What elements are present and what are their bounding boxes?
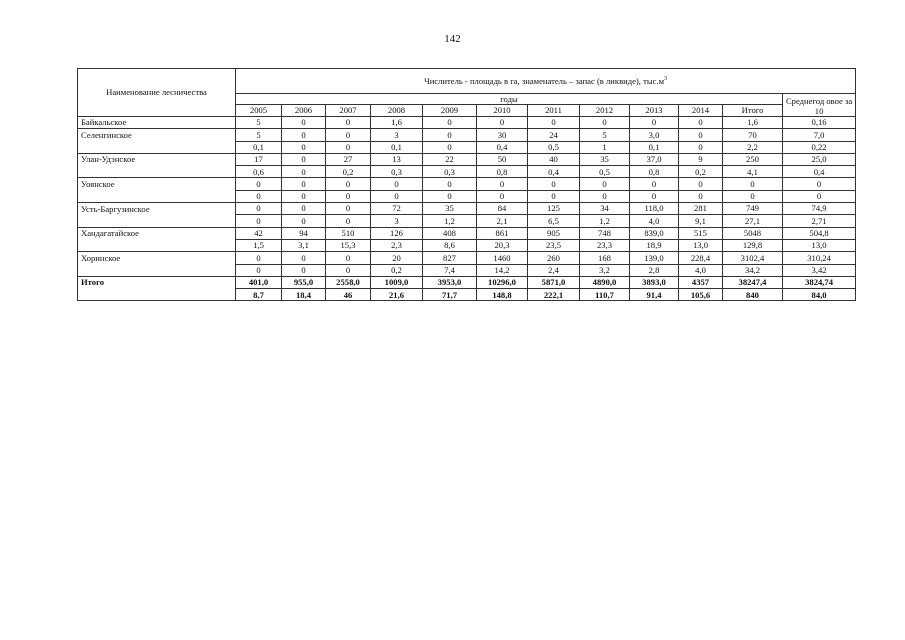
area-value-cell: 35 <box>580 153 630 165</box>
area-value-cell: 0 <box>528 178 580 190</box>
area-value-cell: 3 <box>371 129 423 141</box>
stock-value-cell: 0 <box>282 190 326 202</box>
stock-value-cell: 0,1 <box>236 141 282 153</box>
table-row <box>78 276 856 288</box>
year-header-cell: 2006 <box>282 105 326 117</box>
stock-value-cell: 2,8 <box>630 264 679 276</box>
name-column-header: Наименование лесничества <box>78 69 236 117</box>
area-value-cell: 0 <box>326 178 371 190</box>
stock-value-cell: 0 <box>423 141 477 153</box>
stock-value-cell: 110,7 <box>580 289 630 301</box>
table-row <box>78 203 856 215</box>
stock-value-cell: 46 <box>326 289 371 301</box>
forestry-name-cell <box>78 190 236 202</box>
area-value-cell: 168 <box>580 252 630 264</box>
area-value-cell: 0 <box>282 178 326 190</box>
table-row <box>78 289 856 301</box>
stock-value-cell: 0,2 <box>371 264 423 276</box>
area-value-cell: 5871,0 <box>528 276 580 288</box>
table-row <box>78 252 856 264</box>
stock-value-cell: 0 <box>282 141 326 153</box>
table-row <box>78 141 856 153</box>
forestry-name-cell <box>78 215 236 227</box>
forestry-name-cell <box>78 141 236 153</box>
table-row <box>78 166 856 178</box>
stock-value-cell: 3,42 <box>783 264 856 276</box>
stock-value-cell: 91,4 <box>630 289 679 301</box>
area-value-cell: 94 <box>282 227 326 239</box>
stock-value-cell: 2,71 <box>783 215 856 227</box>
stock-value-cell: 0 <box>236 215 282 227</box>
year-header-cell: 2012 <box>580 105 630 117</box>
area-value-cell: 748 <box>580 227 630 239</box>
area-value-cell: 37,0 <box>630 153 679 165</box>
stock-value-cell: 0,5 <box>580 166 630 178</box>
area-value-cell: 38247,4 <box>723 276 783 288</box>
area-value-cell: 0 <box>679 129 723 141</box>
forestry-name-cell: Хандагатайское <box>78 227 236 239</box>
area-value-cell: 0 <box>423 129 477 141</box>
area-value-cell: 0 <box>630 178 679 190</box>
year-header-cell: 2013 <box>630 105 679 117</box>
stock-value-cell: 0 <box>236 190 282 202</box>
forestry-name-cell <box>78 264 236 276</box>
area-value-cell: 24 <box>528 129 580 141</box>
stock-value-cell: 21,6 <box>371 289 423 301</box>
area-value-cell: 0 <box>282 129 326 141</box>
area-value-cell: 70 <box>723 129 783 141</box>
area-value-cell: 22 <box>423 153 477 165</box>
stock-value-cell: 34,2 <box>723 264 783 276</box>
area-value-cell: 0 <box>236 178 282 190</box>
stock-value-cell: 0 <box>423 190 477 202</box>
table-row <box>78 153 856 165</box>
area-value-cell: 2558,0 <box>326 276 371 288</box>
stock-value-cell: 3,2 <box>580 264 630 276</box>
stock-value-cell: 1 <box>580 141 630 153</box>
forestry-name-cell: Улан-Удэнское <box>78 153 236 165</box>
stock-value-cell: 0 <box>580 190 630 202</box>
area-value-cell: 0 <box>630 117 679 129</box>
area-value-cell: 0 <box>423 117 477 129</box>
stock-value-cell: 105,6 <box>679 289 723 301</box>
caption-superscript: 3 <box>664 76 668 83</box>
area-value-cell: 0 <box>326 129 371 141</box>
stock-value-cell: 0,1 <box>371 141 423 153</box>
area-value-cell: 0 <box>679 178 723 190</box>
area-value-cell: 5 <box>236 117 282 129</box>
stock-value-cell: 0 <box>679 190 723 202</box>
stock-value-cell: 0,4 <box>783 166 856 178</box>
area-value-cell: 0 <box>477 117 528 129</box>
area-value-cell: 260 <box>528 252 580 264</box>
area-value-cell: 3953,0 <box>423 276 477 288</box>
stock-value-cell: 2,2 <box>723 141 783 153</box>
stock-value-cell: 0,22 <box>783 141 856 153</box>
stock-value-cell: 4,0 <box>630 215 679 227</box>
area-value-cell: 1,6 <box>371 117 423 129</box>
stock-value-cell: 0,5 <box>528 141 580 153</box>
area-value-cell: 5 <box>236 129 282 141</box>
forestry-name-cell: Итого <box>78 276 236 288</box>
stock-value-cell: 6,5 <box>528 215 580 227</box>
table-row <box>78 239 856 251</box>
year-header-cell: 2008 <box>371 105 423 117</box>
table-row <box>78 129 856 141</box>
area-value-cell: 250 <box>723 153 783 165</box>
area-value-cell: 0 <box>282 203 326 215</box>
stock-value-cell: 1,5 <box>236 239 282 251</box>
stock-value-cell: 2,4 <box>528 264 580 276</box>
area-value-cell: 126 <box>371 227 423 239</box>
area-value-cell: 749 <box>723 203 783 215</box>
stock-value-cell: 23,5 <box>528 239 580 251</box>
area-value-cell: 0 <box>371 178 423 190</box>
average-column-header: Среднегод овое за 10 <box>783 94 856 117</box>
stock-value-cell: 0 <box>528 190 580 202</box>
stock-value-cell: 23,3 <box>580 239 630 251</box>
year-header-cell: Итого <box>723 105 783 117</box>
table-body <box>78 117 856 301</box>
area-value-cell: 17 <box>236 153 282 165</box>
stock-value-cell: 14,2 <box>477 264 528 276</box>
area-value-cell: 35 <box>423 203 477 215</box>
table-row <box>78 215 856 227</box>
forestry-name-cell <box>78 166 236 178</box>
stock-value-cell: 0,3 <box>423 166 477 178</box>
year-header-cell: 2011 <box>528 105 580 117</box>
stock-value-cell: 84,0 <box>783 289 856 301</box>
table-row <box>78 178 856 190</box>
stock-value-cell: 0,2 <box>679 166 723 178</box>
area-value-cell: 34 <box>580 203 630 215</box>
table-row <box>78 190 856 202</box>
stock-value-cell: 13,0 <box>783 239 856 251</box>
stock-value-cell: 0 <box>783 190 856 202</box>
stock-value-cell: 2,1 <box>477 215 528 227</box>
area-value-cell: 118,0 <box>630 203 679 215</box>
area-value-cell: 827 <box>423 252 477 264</box>
stock-value-cell: 27,1 <box>723 215 783 227</box>
area-value-cell: 0 <box>528 117 580 129</box>
area-value-cell: 310,24 <box>783 252 856 264</box>
year-header-cell: 2005 <box>236 105 282 117</box>
stock-value-cell: 0,2 <box>326 166 371 178</box>
area-value-cell: 3,0 <box>630 129 679 141</box>
stock-value-cell: 7,4 <box>423 264 477 276</box>
area-value-cell: 5 <box>580 129 630 141</box>
stock-value-cell: 0 <box>723 190 783 202</box>
area-value-cell: 0,16 <box>783 117 856 129</box>
stock-value-cell: 0 <box>236 264 282 276</box>
area-value-cell: 5048 <box>723 227 783 239</box>
area-value-cell: 0 <box>580 117 630 129</box>
stock-value-cell: 0,4 <box>528 166 580 178</box>
area-value-cell: 40 <box>528 153 580 165</box>
table-row <box>78 264 856 276</box>
area-value-cell: 1009,0 <box>371 276 423 288</box>
stock-value-cell: 129,8 <box>723 239 783 251</box>
stock-value-cell: 0,1 <box>630 141 679 153</box>
stock-value-cell: 0,4 <box>477 141 528 153</box>
stock-value-cell: 0 <box>326 215 371 227</box>
area-value-cell: 4890,0 <box>580 276 630 288</box>
area-value-cell: 9 <box>679 153 723 165</box>
table-caption <box>236 69 856 94</box>
area-value-cell: 0 <box>326 203 371 215</box>
area-value-cell: 228,4 <box>679 252 723 264</box>
stock-value-cell: 0,6 <box>236 166 282 178</box>
stock-value-cell: 0 <box>326 141 371 153</box>
stock-value-cell: 0 <box>630 190 679 202</box>
area-value-cell: 4357 <box>679 276 723 288</box>
stock-value-cell: 148,8 <box>477 289 528 301</box>
table-row <box>78 117 856 129</box>
stock-value-cell: 1,2 <box>580 215 630 227</box>
area-value-cell: 905 <box>528 227 580 239</box>
stock-value-cell: 8,7 <box>236 289 282 301</box>
area-value-cell: 0 <box>326 252 371 264</box>
area-value-cell: 0 <box>282 252 326 264</box>
stock-value-cell: 0 <box>282 264 326 276</box>
forestry-name-cell: Байкальское <box>78 117 236 129</box>
area-value-cell: 0 <box>723 178 783 190</box>
area-value-cell: 1,6 <box>723 117 783 129</box>
stock-value-cell: 4,1 <box>723 166 783 178</box>
area-value-cell: 515 <box>679 227 723 239</box>
table-row <box>78 227 856 239</box>
area-value-cell: 510 <box>326 227 371 239</box>
years-label: годы <box>236 94 783 105</box>
stock-value-cell: 0,8 <box>477 166 528 178</box>
area-value-cell: 955,0 <box>282 276 326 288</box>
year-header-cell: 2010 <box>477 105 528 117</box>
area-value-cell: 27 <box>326 153 371 165</box>
forestry-name-cell: Усть-Баргузинское <box>78 203 236 215</box>
forestry-name-cell: Селенгинское <box>78 129 236 141</box>
stock-value-cell: 13,0 <box>679 239 723 251</box>
area-value-cell: 25,0 <box>783 153 856 165</box>
area-value-cell: 3893,0 <box>630 276 679 288</box>
stock-value-cell: 0 <box>477 190 528 202</box>
stock-value-cell: 0,3 <box>371 166 423 178</box>
stock-value-cell: 0,8 <box>630 166 679 178</box>
page-number: 142 <box>444 33 461 45</box>
area-value-cell: 861 <box>477 227 528 239</box>
area-value-cell: 139,0 <box>630 252 679 264</box>
area-value-cell: 42 <box>236 227 282 239</box>
stock-value-cell: 18,4 <box>282 289 326 301</box>
forestry-name-cell <box>78 239 236 251</box>
area-value-cell: 84 <box>477 203 528 215</box>
stock-value-cell: 0 <box>326 264 371 276</box>
year-header-cell: 2009 <box>423 105 477 117</box>
stock-value-cell: 0 <box>282 215 326 227</box>
area-value-cell: 839,0 <box>630 227 679 239</box>
stock-value-cell: 0 <box>282 166 326 178</box>
stock-value-cell: 3,1 <box>282 239 326 251</box>
stock-value-cell: 4,0 <box>679 264 723 276</box>
year-header-cell: 2014 <box>679 105 723 117</box>
area-value-cell: 0 <box>423 178 477 190</box>
stock-value-cell: 222,1 <box>528 289 580 301</box>
area-value-cell: 0 <box>679 117 723 129</box>
stock-value-cell: 3 <box>371 215 423 227</box>
forestry-name-cell <box>78 289 236 301</box>
forestry-name-cell: Хоринское <box>78 252 236 264</box>
area-value-cell: 0 <box>236 203 282 215</box>
area-value-cell: 0 <box>326 117 371 129</box>
stock-value-cell: 18,9 <box>630 239 679 251</box>
area-value-cell: 281 <box>679 203 723 215</box>
area-value-cell: 0 <box>236 252 282 264</box>
area-value-cell: 72 <box>371 203 423 215</box>
area-value-cell: 1460 <box>477 252 528 264</box>
stock-value-cell: 840 <box>723 289 783 301</box>
area-value-cell: 3824,74 <box>783 276 856 288</box>
area-value-cell: 0 <box>580 178 630 190</box>
area-value-cell: 125 <box>528 203 580 215</box>
stock-value-cell: 0 <box>326 190 371 202</box>
stock-value-cell: 8,6 <box>423 239 477 251</box>
area-value-cell: 0 <box>477 178 528 190</box>
stock-value-cell: 2,3 <box>371 239 423 251</box>
area-value-cell: 13 <box>371 153 423 165</box>
area-value-cell: 20 <box>371 252 423 264</box>
stock-value-cell: 71,7 <box>423 289 477 301</box>
area-value-cell: 30 <box>477 129 528 141</box>
area-value-cell: 74,9 <box>783 203 856 215</box>
forestry-name-cell: Уоянское <box>78 178 236 190</box>
area-value-cell: 0 <box>783 178 856 190</box>
stock-value-cell: 0 <box>371 190 423 202</box>
area-value-cell: 401,0 <box>236 276 282 288</box>
stock-value-cell: 0 <box>679 141 723 153</box>
area-value-cell: 0 <box>282 117 326 129</box>
stock-value-cell: 20,3 <box>477 239 528 251</box>
year-header-cell: 2007 <box>326 105 371 117</box>
area-value-cell: 504,8 <box>783 227 856 239</box>
area-value-cell: 10296,0 <box>477 276 528 288</box>
area-value-cell: 7,0 <box>783 129 856 141</box>
area-value-cell: 50 <box>477 153 528 165</box>
stock-value-cell: 15,3 <box>326 239 371 251</box>
area-value-cell: 0 <box>282 153 326 165</box>
area-value-cell: 3102,4 <box>723 252 783 264</box>
stock-value-cell: 1,2 <box>423 215 477 227</box>
stock-value-cell: 9,1 <box>679 215 723 227</box>
forest-data-table <box>77 68 856 301</box>
caption-text: Числитель - площадь в га, знаменатель – запас (в ликвиде), тыс.м <box>424 76 665 87</box>
area-value-cell: 408 <box>423 227 477 239</box>
